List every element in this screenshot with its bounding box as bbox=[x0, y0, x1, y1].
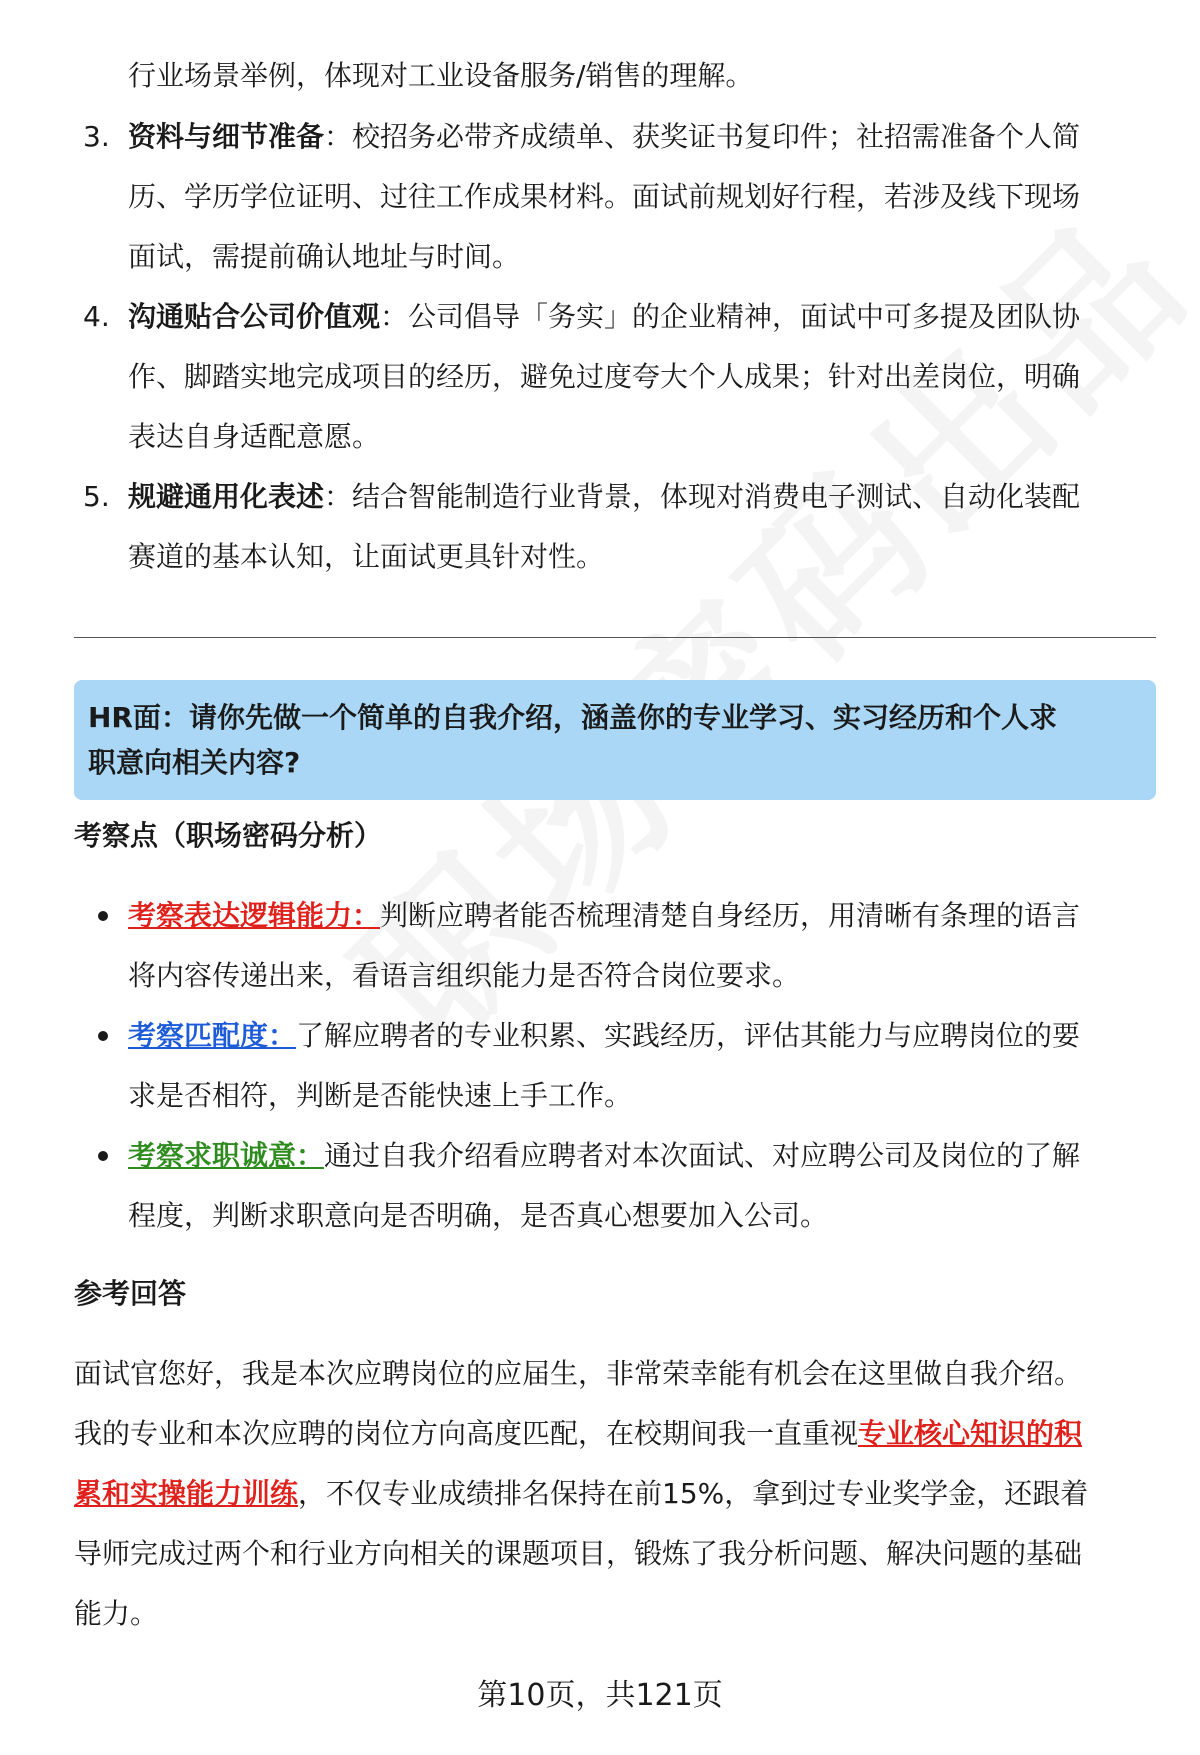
list-item-line: 赛道的基本认知，让面试更具针对性。 bbox=[128, 540, 605, 573]
separator: ： bbox=[324, 120, 353, 153]
reference-line: 能力。 bbox=[74, 1597, 159, 1630]
list-item-line bbox=[128, 477, 1080, 517]
reference-title: 参考回答 bbox=[74, 1277, 187, 1310]
bullet-dot bbox=[98, 1151, 108, 1161]
hr-question-line: HR面：请你先做一个简单的自我介绍，涵盖你的专业学习、实习经历和个人求 bbox=[88, 701, 1057, 734]
list-item-text: 结合智能制造行业背景，体现对消费电子测试、自动化装配 bbox=[352, 480, 1081, 513]
bullet-text: 通过自我介绍看应聘者对本次面试、对应聘公司及岗位的了解 bbox=[324, 1139, 1081, 1172]
bullet-dot bbox=[98, 911, 108, 921]
hr-question-box bbox=[74, 680, 1156, 800]
bullet-text: 判断应聘者能否梳理清楚自身经历，用清晰有条理的语言 bbox=[380, 899, 1081, 932]
bullet-dot bbox=[98, 1031, 108, 1041]
list-item-title: 资料与细节准备 bbox=[128, 120, 325, 153]
bullet-line bbox=[128, 896, 1080, 936]
separator: ： bbox=[324, 480, 353, 513]
analysis-title: 考察点（职场密码分析） bbox=[74, 819, 383, 852]
list-number: 4. bbox=[83, 300, 110, 333]
list-item-title: 规避通用化表述 bbox=[128, 480, 325, 513]
bullet-label: 考察表达逻辑能力： bbox=[128, 899, 381, 932]
bullet-text: 了解应聘者的专业积累、实践经历，评估其能力与应聘岗位的要 bbox=[296, 1019, 1081, 1052]
section-divider bbox=[74, 637, 1156, 638]
list-item-line bbox=[128, 117, 1080, 157]
bullet-line bbox=[128, 1136, 1080, 1176]
list-number: 3. bbox=[83, 120, 110, 153]
bullet-label: 考察匹配度： bbox=[128, 1019, 297, 1052]
list-item-text: 公司倡导「务实」的企业精神，面试中可多提及团队协 bbox=[408, 300, 1081, 333]
reference-line: 面试官您好，我是本次应聘岗位的应届生，非常荣幸能有机会在这里做自我介绍。 bbox=[74, 1357, 1083, 1390]
reference-highlight: 专业核心知识的积 bbox=[858, 1417, 1083, 1450]
bullet-label: 考察求职诚意： bbox=[128, 1139, 325, 1172]
page-footer: 第10页，共121页 bbox=[477, 1678, 723, 1713]
reference-text: 我的专业和本次应聘的岗位方向高度匹配，在校期间我一直重视 bbox=[74, 1417, 859, 1450]
list-item-line: 表达自身适配意愿。 bbox=[128, 420, 381, 453]
bullet-line: 求是否相符，判断是否能快速上手工作。 bbox=[128, 1079, 633, 1112]
bullet-line: 程度，判断求职意向是否明确，是否真心想要加入公司。 bbox=[128, 1199, 829, 1232]
list-item-line: 面试，需提前确认地址与时间。 bbox=[128, 240, 521, 273]
list-number: 5. bbox=[83, 480, 110, 513]
reference-line bbox=[74, 1474, 1088, 1514]
bullet-line bbox=[128, 1016, 1080, 1056]
list-item-text: 校招务必带齐成绩单、获奖证书复印件；社招需准备个人简 bbox=[352, 120, 1081, 153]
bullet-line: 将内容传递出来，看语言组织能力是否符合岗位要求。 bbox=[128, 959, 801, 992]
hr-question-line: 职意向相关内容? bbox=[88, 746, 301, 779]
list-item-line: 作、脚踏实地完成项目的经历，避免过度夸大个人成果；针对出差岗位，明确 bbox=[128, 360, 1081, 393]
list-continuation: 行业场景举例，体现对工业设备服务/销售的理解。 bbox=[128, 59, 754, 92]
reference-text: ，不仅专业成绩排名保持在前15%，拿到过专业奖学金，还跟着 bbox=[298, 1477, 1089, 1510]
list-item-title: 沟通贴合公司价值观 bbox=[128, 300, 381, 333]
reference-line bbox=[74, 1414, 1082, 1454]
list-item-line: 历、学历学位证明、过往工作成果材料。面试前规划好行程，若涉及线下现场 bbox=[128, 180, 1081, 213]
reference-line: 导师完成过两个和行业方向相关的课题项目，锻炼了我分析问题、解决问题的基础 bbox=[74, 1537, 1083, 1570]
list-item-line bbox=[128, 297, 1080, 337]
reference-highlight: 累和实操能力训练 bbox=[74, 1477, 299, 1510]
separator: ： bbox=[380, 300, 409, 333]
